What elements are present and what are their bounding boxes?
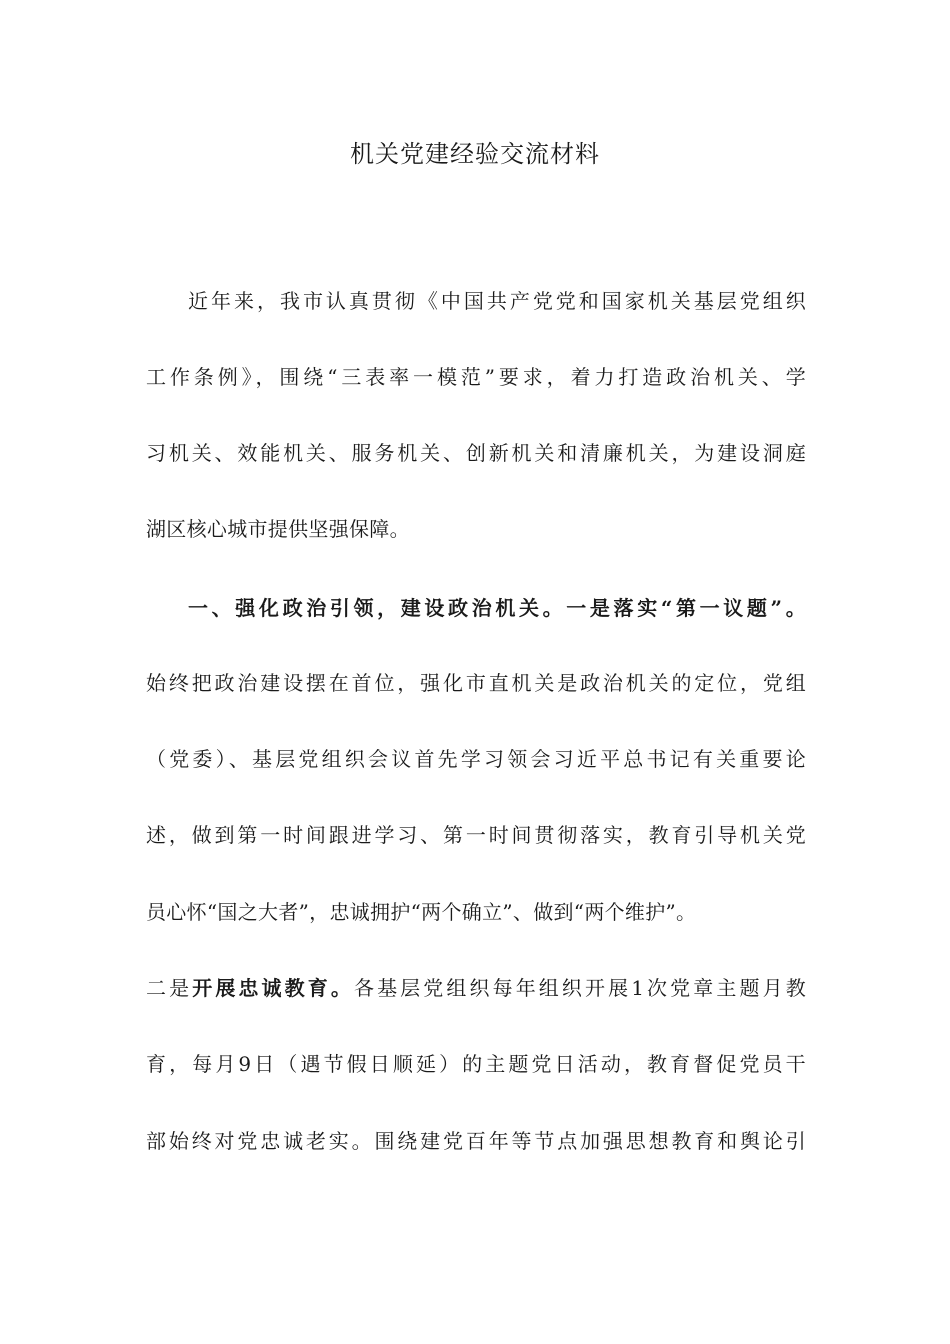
line-10-bold-phrase: 开展忠诚教育。 xyxy=(192,976,354,1000)
paragraph-line-6: 始终把政治建设摆在首位，强化市直机关是政治机关的定位，党组 xyxy=(146,671,806,695)
line-10-rest: 各基层党组织每年组织开展1次党章主题月教 xyxy=(353,976,806,1000)
paragraph-line-9: 员心怀“国之大者”，忠诚拥护“两个确立”、做到“两个维护”。 xyxy=(146,900,697,924)
paragraph-line-10 xyxy=(146,968,806,1008)
paragraph-line-4: 湖区核心城市提供坚强保障。 xyxy=(146,517,410,541)
paragraph-line-2: 工作条例》，围绕“三表率一模范”要求，着力打造政治机关、学 xyxy=(146,365,806,389)
line-10-prefix: 二是 xyxy=(146,976,193,1000)
section-heading-1: 一、强化政治引领，建设政治机关。一是落实“第一议题”。 xyxy=(188,596,806,620)
paragraph-line-12: 部始终对党忠诚老实。围绕建党百年等节点加强思想教育和舆论引 xyxy=(146,1129,806,1153)
paragraph-line-3: 习机关、效能机关、服务机关、创新机关和清廉机关，为建设洞庭 xyxy=(146,441,806,465)
paragraph-line-7: （党委）、基层党组织会议首先学习领会习近平总书记有关重要论 xyxy=(146,747,806,771)
paragraph-line-1: 近年来，我市认真贯彻《中国共产党党和国家机关基层党组织 xyxy=(188,289,806,313)
paragraph-line-11: 育，每月9日（遇节假日顺延）的主题党日活动，教育督促党员干 xyxy=(146,1052,806,1076)
paragraph-line-8: 述，做到第一时间跟进学习、第一时间贯彻落实，教育引导机关党 xyxy=(146,823,806,847)
document-title: 机关党建经验交流材料 xyxy=(350,140,600,168)
